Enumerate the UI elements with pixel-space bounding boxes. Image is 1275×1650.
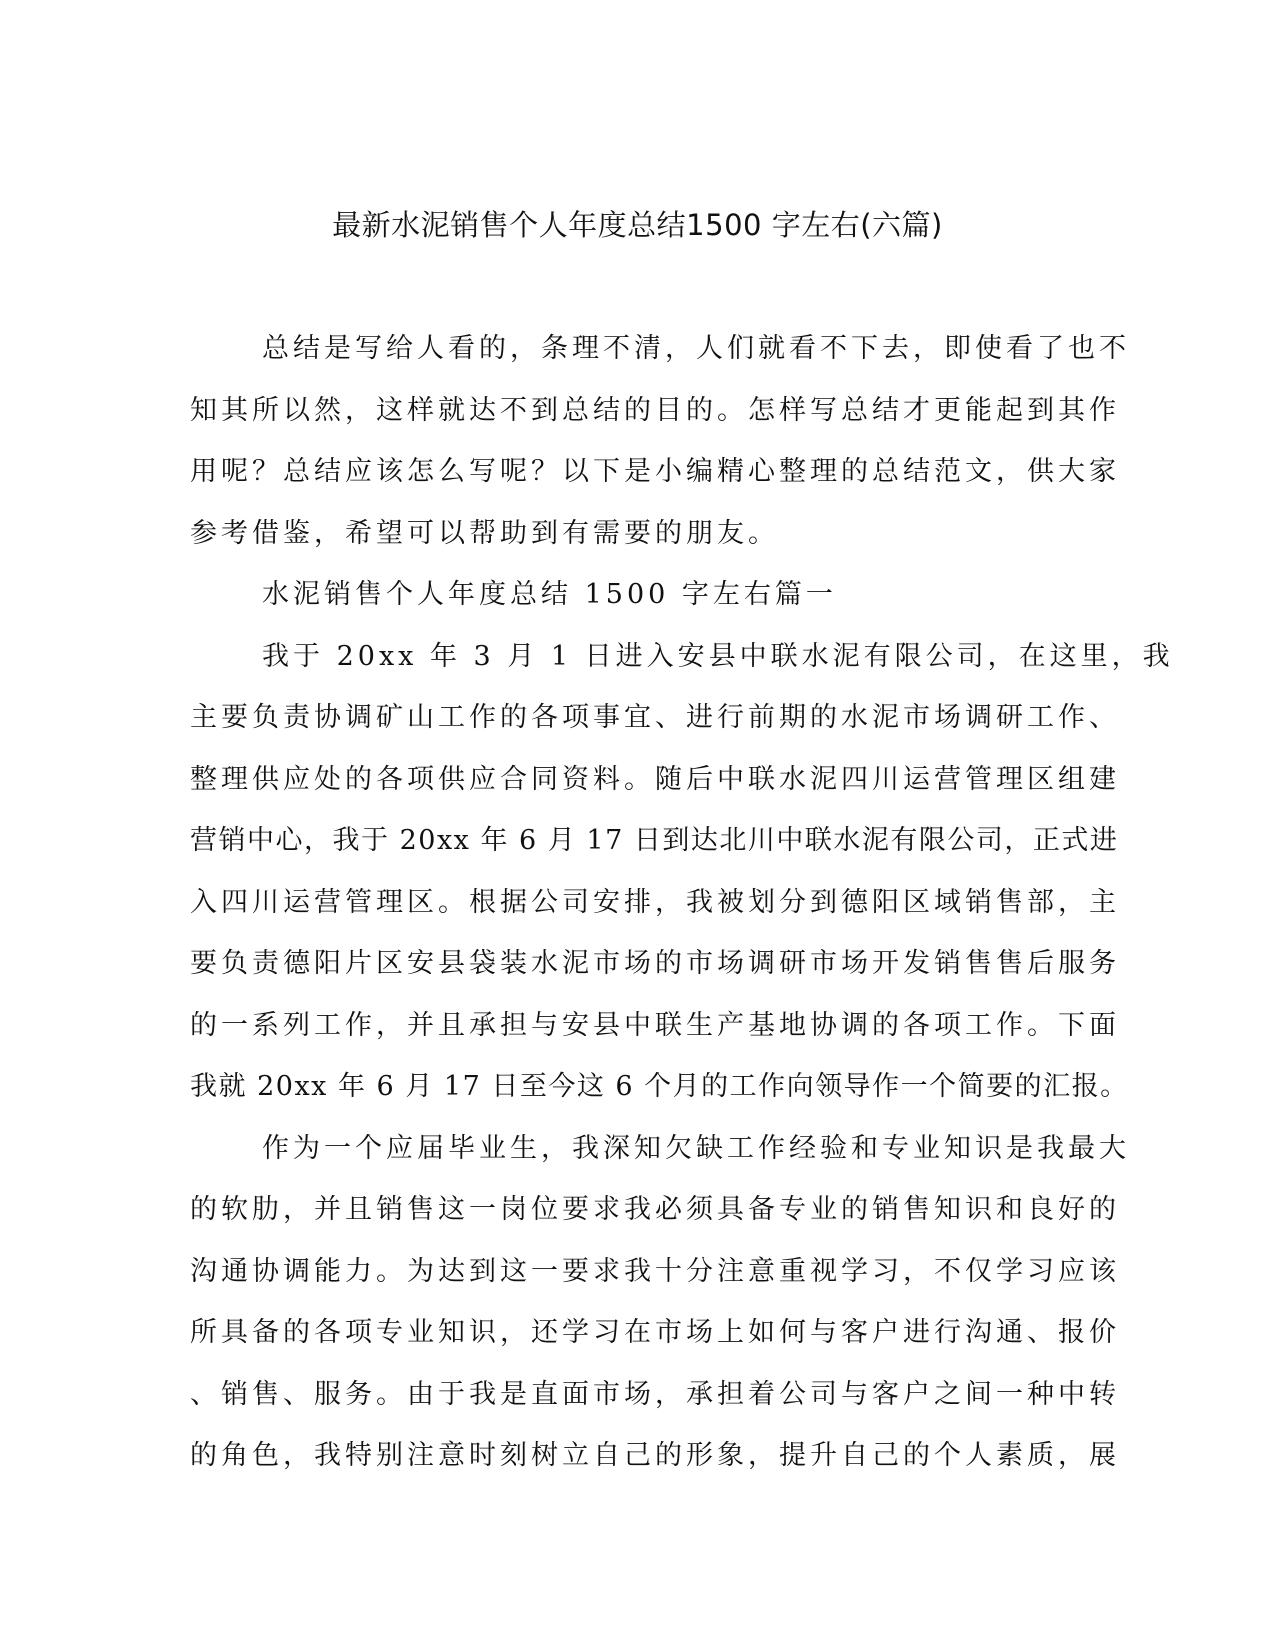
paragraph-line: 用呢？总结应该怎么写呢？以下是小编精心整理的总结范文，供大家 xyxy=(190,456,1120,487)
section-heading: 水泥销售个人年度总结 1500 字左右篇一 xyxy=(262,579,837,610)
paragraph-line: 的软肋，并且销售这一岗位要求我必须具备专业的销售知识和良好的 xyxy=(190,1194,1120,1225)
paragraph-line: 营销中心，我于 20xx 年 6 月 17 日到达北川中联水泥有限公司，正式进 xyxy=(190,825,1119,856)
document-title: 最新水泥销售个人年度总结1500 字左右(六篇) xyxy=(332,208,943,242)
paragraph-line: 知其所以然，这样就达不到总结的目的。怎样写总结才更能起到其作 xyxy=(190,394,1120,426)
paragraph-line: 入四川运营管理区。根据公司安排，我被划分到德阳区域销售部，主 xyxy=(190,886,1120,918)
paragraph-line: 沟通协调能力。为达到这一要求我十分注意重视学习，不仅学习应该 xyxy=(190,1255,1120,1287)
paragraph-line: 的角色，我特别注意时刻树立自己的形象，提升自己的个人素质，展 xyxy=(190,1440,1120,1471)
paragraph-line: 主要负责协调矿山工作的各项事宜、进行前期的水泥市场调研工作、 xyxy=(190,702,1120,733)
paragraph-line: 所具备的各项专业知识，还学习在市场上如何与客户进行沟通、报价 xyxy=(190,1317,1120,1348)
paragraph-line: 、销售、服务。由于我是直面市场，承担着公司与客户之间一种中转 xyxy=(190,1378,1120,1410)
document-body xyxy=(190,318,1174,1487)
paragraph-line: 要负责德阳片区安县袋装水泥市场的市场调研市场开发销售售后服务 xyxy=(190,948,1120,979)
paragraph-line: 作为一个应届毕业生，我深知欠缺工作经验和专业知识是我最大 xyxy=(262,1132,1130,1164)
paragraph-line: 我于 20xx 年 3 月 1 日进入安县中联水泥有限公司，在这里，我 xyxy=(262,640,1174,672)
paragraph-line: 整理供应处的各项供应合同资料。随后中联水泥四川运营管理区组建 xyxy=(190,763,1120,795)
paragraph-line: 总结是写给人看的，条理不清，人们就看不下去，即使看了也不 xyxy=(262,333,1130,364)
paragraph-line: 的一系列工作，并且承担与安县中联生产基地协调的各项工作。下面 xyxy=(190,1009,1120,1041)
paragraph-line: 我就 20xx 年 6 月 17 日至今这 6 个月的工作向领导作一个简要的汇报。 xyxy=(190,1071,1129,1102)
paragraph-line: 参考借鉴，希望可以帮助到有需要的朋友。 xyxy=(190,517,779,549)
